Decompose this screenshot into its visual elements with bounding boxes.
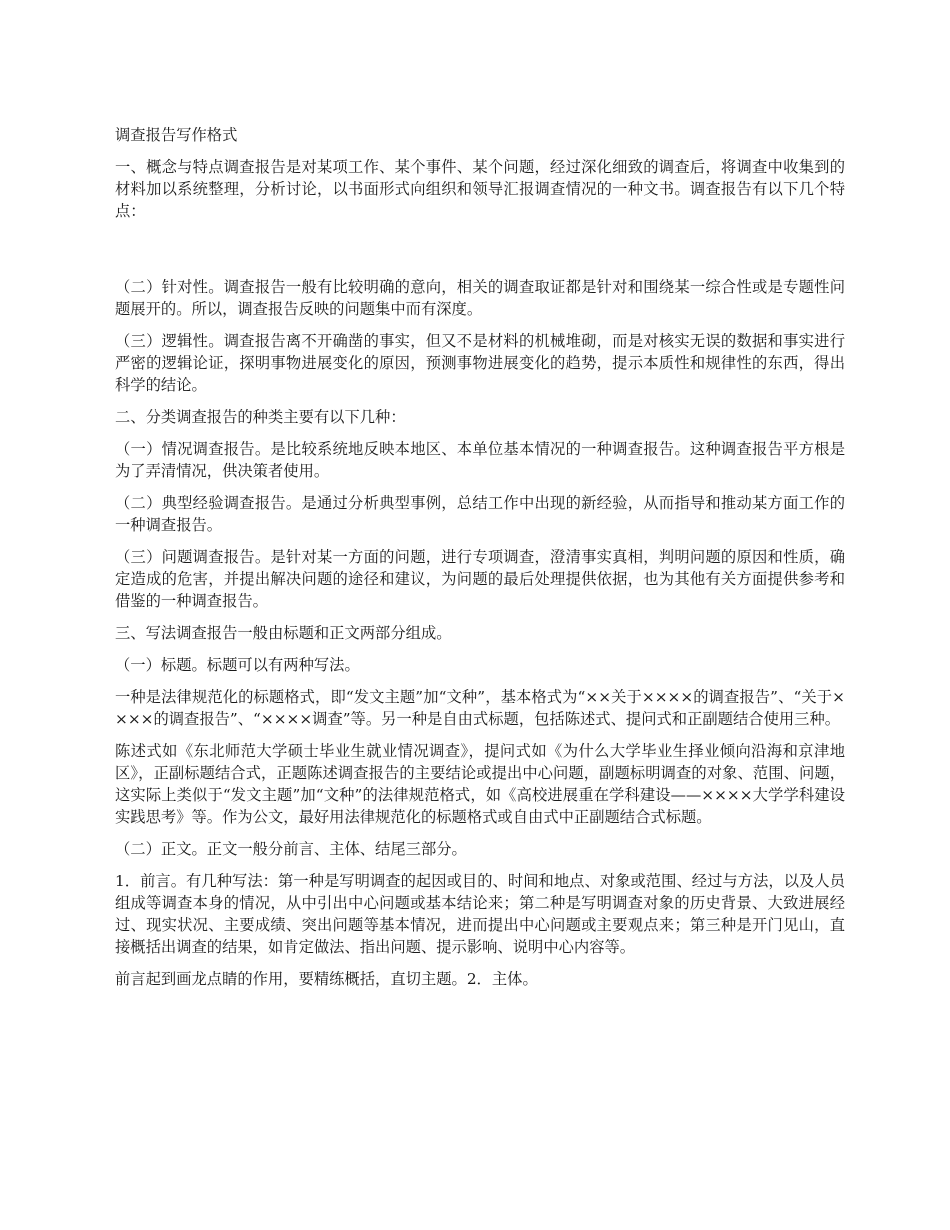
paragraph-logic: （三）逻辑性。调查报告离不开确凿的事实，但又不是材料的机械堆砌，而是对核实无误的数据和事实进行严密的逻辑论证，探明事物进展变化的原因，预测事物进展变化的趋势，提示本质性和规律性的东西，得出科学的结论。: [115, 332, 845, 394]
paragraph-body-section: （二）正文。正文一般分前言、主体、结尾三部分。: [115, 840, 467, 858]
paragraph-preface-summary: 前言起到画龙点睛的作用，要精练概括，直切主题。2．主体。: [115, 970, 538, 988]
paragraph-targeting: （二）针对性。调查报告一般有比较明确的意向，相关的调查取证都是针对和围绕某一综合性或是专题性问题展开的。所以，调查报告反映的问题集中而有深度。: [115, 278, 845, 318]
paragraph-title-formats: 一种是法律规范化的标题格式，即“发文主题”加“文种”，基本格式为“××关于××××的调查报告”、“关于××××的调查报告”、“××××调查”等。另一种是自由式标题，包括陈述式、提问式和正副题结合使用三种。: [115, 688, 845, 728]
paragraph-preface: 1．前言。有几种写法：第一种是写明调查的起因或目的、时间和地点、对象或范围、经过与方法，以及人员组成等调查本身的情况，从中引出中心问题或基本结论来；第二种是写明调查对象的历史背景、大致进展经过、现实状况、主要成绩、突出问题等基本情况，进而提出中心问题或主要观点来；第三种是开门见山，直接概括出调查的结果，如肯定做法、指出问题、提示影响、说明中心内容等。: [115, 872, 845, 956]
paragraph-writing-method: 三、写法调查报告一般由标题和正文两部分组成。: [115, 624, 452, 642]
paragraph-problem-report: （三）问题调查报告。是针对某一方面的问题，进行专项调查，澄清事实真相，判明问题的原因和性质，确定造成的危害，并提出解决问题的途径和建议，为问题的最后处理提供依据，也为其他有关方面提供参考和借鉴的一种调查报告。: [115, 548, 845, 610]
paragraph-experience-report: （二）典型经验调查报告。是通过分析典型事例，总结工作中出现的新经验，从而指导和推动某方面工作的一种调查报告。: [115, 494, 845, 534]
document-body: [115, 124, 845, 1000]
paragraph-title-examples: 陈述式如《东北师范大学硕士毕业生就业情况调查》，提问式如《为什么大学毕业生择业倾向沿海和京津地区》，正副标题结合式，正题陈述调查报告的主要结论或提出中心问题，副题标明调查的对象、范围、问题，这实际上类似于“发文主题”加“文种”的法律规范格式，如《高校进展重在学科建设——××××大学学科建设实践思考》等。作为公文，最好用法律规范化的标题格式或自由式中正副题结合式标题。: [115, 742, 845, 826]
paragraph-classification: 二、分类调查报告的种类主要有以下几种：: [115, 408, 406, 426]
paragraph-title-section: （一）标题。标题可以有两种写法。: [115, 656, 360, 674]
paragraph-situation-report: （一）情况调查报告。是比较系统地反映本地区、本单位基本情况的一种调查报告。这种调查报告平方根是为了弄清情况，供决策者使用。: [115, 440, 845, 480]
document-title: 调查报告写作格式: [115, 126, 238, 144]
paragraph-concept: 一、概念与特点调查报告是对某项工作、某个事件、某个问题，经过深化细致的调查后，将调查中收集到的材料加以系统整理，分析讨论，以书面形式向组织和领导汇报调查情况的一种文书。调查报告有以下几个特点：: [115, 158, 845, 220]
